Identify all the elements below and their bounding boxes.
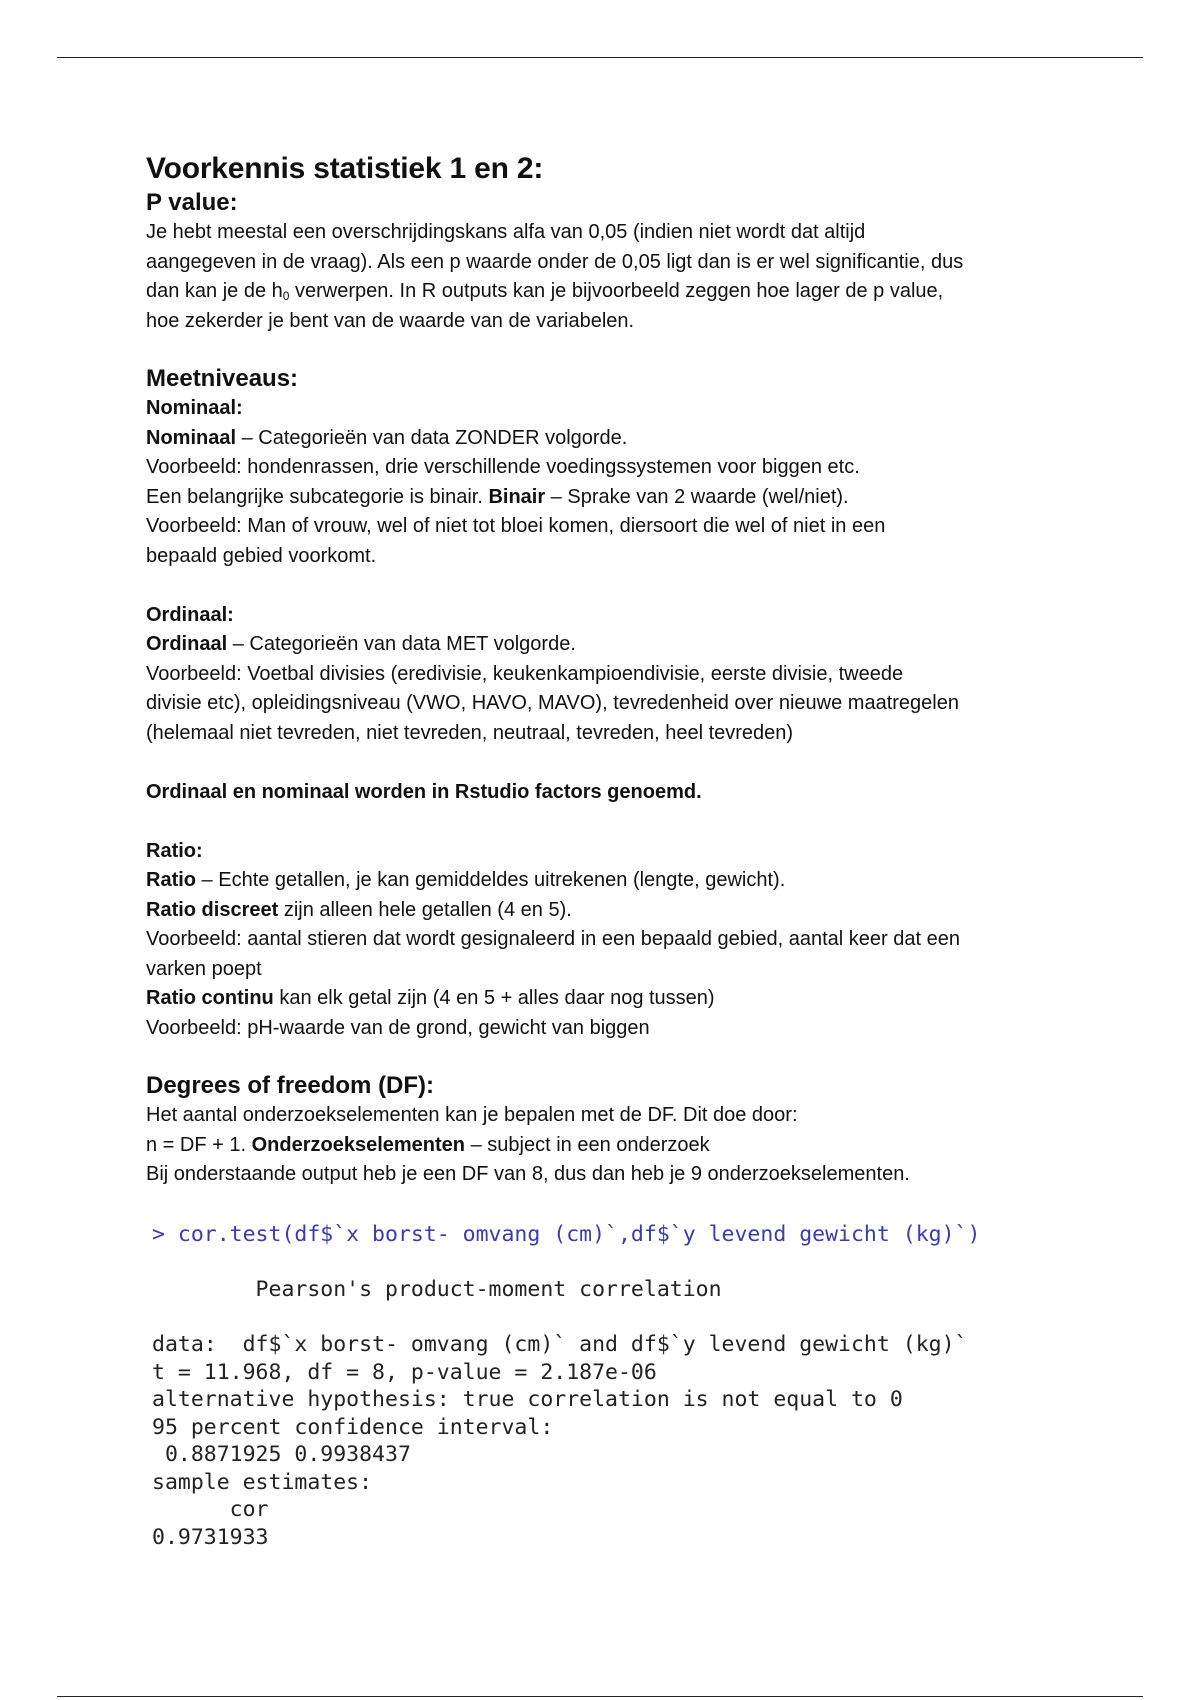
df-line: Het aantal onderzoekselementen kan je bepalen met de DF. Dit doe door: <box>146 1104 798 1126</box>
page-title: Voorkennis statistiek 1 en 2: <box>146 152 544 185</box>
meetniveaus-heading: Meetniveaus: <box>146 365 299 392</box>
nominaal-subheading: Nominaal: <box>146 397 243 419</box>
pvalue-line: hoe zekerder je bent van de waarde van de variabelen. <box>146 309 635 332</box>
ratio-discreet-example: Voorbeeld: aantal stieren dat wordt gesignaleerd in een bepaald gebied, aantal keer dat een <box>146 928 960 950</box>
df-line <box>146 1131 1066 1161</box>
term: Binair <box>488 485 546 508</box>
r-blank-line <box>152 1304 1066 1332</box>
r-estimate-value: 0.9731933 <box>152 1524 269 1550</box>
df-formula: n = DF + 1. <box>146 1133 252 1156</box>
r-estimate-name: cor <box>152 1497 269 1522</box>
ordinaal-example: (helemaal niet tevreden, niet tevreden, neutraal, tevreden, heel tevreden) <box>146 721 794 744</box>
h0-subscript: 0 <box>282 289 290 303</box>
ordinaal-example: divisie etc), opleidingsniveau (VWO, HAVO, MAVO), tevredenheid over nieuwe maatregelen <box>146 692 959 714</box>
ratio-continu-definition <box>146 984 1066 1014</box>
definition-text: – subject in een onderzoek <box>465 1133 710 1156</box>
spacer <box>146 748 1066 778</box>
spacer <box>146 571 1066 601</box>
term: Ratio discreet <box>146 898 279 921</box>
ratio-subheading: Ratio: <box>146 839 203 862</box>
r-data-line: data: df$`x borst- omvang (cm)` and df$`y levend gewicht (kg)` <box>152 1332 968 1357</box>
ordinaal-subheading: Ordinaal: <box>146 603 234 626</box>
pvalue-text: dan kan je de h <box>146 280 283 302</box>
r-stat-line: t = 11.968, df = 8, p-value = 2.187e-06 <box>152 1359 657 1385</box>
pvalue-line: aangegeven in de vraag). Als een p waarde onder de 0,05 ligt dan is er wel significantie, dus <box>146 250 964 273</box>
r-estimates-label: sample estimates: <box>152 1469 373 1495</box>
header-rule <box>57 57 1143 58</box>
r-blank-line <box>152 1249 1066 1277</box>
definition-text: zijn alleen hele getallen (4 en 5). <box>278 898 572 921</box>
r-test-name: Pearson's product-moment correlation <box>152 1277 722 1302</box>
nominaal-definition <box>146 424 1066 454</box>
nominaal-example: Voorbeeld: hondenrassen, drie verschillende voedingssystemen voor biggen etc. <box>146 456 860 478</box>
definition-text: kan elk getal zijn (4 en 5 + alles daar nog tussen) <box>273 987 715 1009</box>
binair-definition <box>146 483 1066 513</box>
r-ci-values: 0.8871925 0.9938437 <box>152 1442 411 1467</box>
binair-intro: Een belangrijke subcategorie is binair. <box>146 485 489 508</box>
pvalue-line: Je hebt meestal een overschrijdingskans alfa van 0,05 (indien niet wordt dat altijd <box>146 221 866 243</box>
r-alt-line: alternative hypothesis: true correlation is not equal to 0 <box>152 1387 903 1412</box>
ratio-discreet-definition <box>146 896 1066 926</box>
binair-example: Voorbeeld: Man of vrouw, wel of niet tot bloei komen, diersoort die wel of niet in een <box>146 515 886 537</box>
term: Ordinaal <box>146 633 228 655</box>
definition-text: – Sprake van 2 waarde (wel/niet). <box>545 485 849 508</box>
ratio-continu-example: Voorbeeld: pH-waarde van de grond, gewicht van biggen <box>146 1016 650 1039</box>
term: Nominaal <box>146 426 237 449</box>
ratio-discreet-example: varken poept <box>146 957 262 980</box>
df-heading: Degrees of freedom (DF): <box>146 1072 435 1099</box>
footer-rule <box>57 1696 1143 1697</box>
definition-text: – Echte getallen, je kan gemiddeldes uitrekenen (lengte, gewicht). <box>196 869 786 891</box>
pvalue-text: verwerpen. In R outputs kan je bijvoorbeeld zeggen hoe lager de p value, <box>289 280 944 302</box>
r-command: > cor.test(df$`x borst- omvang (cm)`,df$`y levend gewicht (kg)`) <box>152 1222 981 1247</box>
definition-text: – Categorieën van data MET volgorde. <box>227 633 576 655</box>
document-body <box>146 150 1066 1551</box>
spacer <box>146 807 1066 837</box>
ratio-definition <box>146 866 1066 896</box>
binair-example: bepaald gebied voorkomt. <box>146 544 377 567</box>
pvalue-heading: P value: <box>146 189 238 216</box>
pvalue-line <box>146 277 1066 307</box>
factors-note: Ordinaal en nominaal worden in Rstudio factors genoemd. <box>146 780 702 803</box>
r-ci-label: 95 percent confidence interval: <box>152 1414 554 1440</box>
term: Onderzoekselementen <box>251 1133 466 1156</box>
df-line: Bij onderstaande output heb je een DF van 8, dus dan heb je 9 onderzoekselementen. <box>146 1163 910 1185</box>
ordinaal-example: Voorbeeld: Voetbal divisies (eredivisie, keukenkampioendivisie, eerste divisie, tweede <box>146 662 904 685</box>
r-console-output <box>152 1194 1066 1552</box>
term: Ratio continu <box>146 987 274 1009</box>
term: Ratio <box>146 869 196 891</box>
definition-text: – Categorieën van data ZONDER volgorde. <box>236 426 628 449</box>
ordinaal-definition <box>146 630 1066 660</box>
